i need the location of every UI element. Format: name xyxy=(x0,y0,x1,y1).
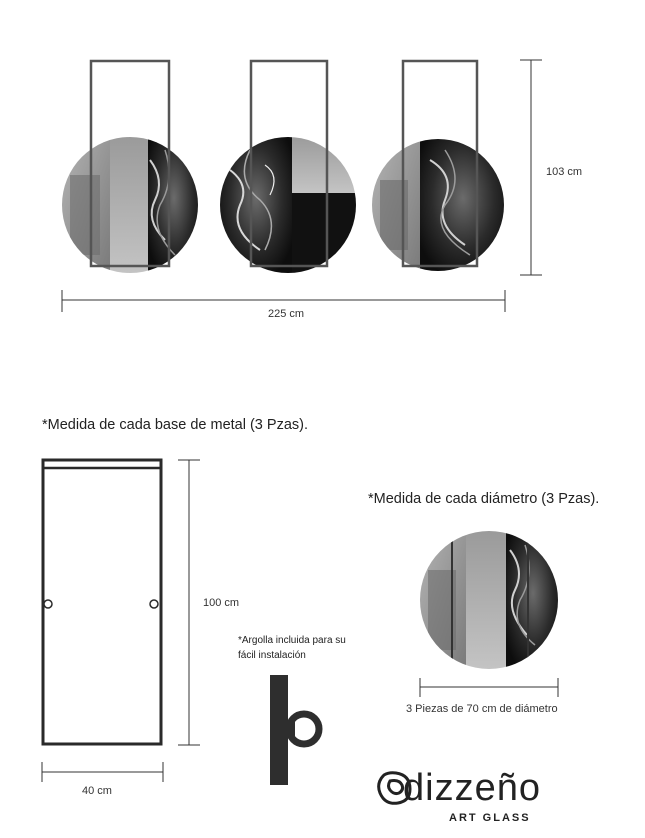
base-height-label: 100 cm xyxy=(203,597,240,609)
height-label: 103 cm xyxy=(546,166,583,178)
ring-hardware xyxy=(270,675,319,785)
ring-note xyxy=(238,633,346,663)
diameter-caption: 3 Piezas de 70 cm de diámetro xyxy=(406,703,558,715)
base-width-label: 40 cm xyxy=(82,785,112,797)
width-label: 225 cm xyxy=(268,308,305,320)
metal-base-frame xyxy=(43,460,161,744)
diameter-mirror xyxy=(418,530,560,670)
base-height-dimension-line xyxy=(178,460,200,745)
height-dimension-line xyxy=(520,60,542,275)
base-section-title: *Medida de cada base de metal (3 Pzas). xyxy=(42,417,308,433)
base-width-dimension-line xyxy=(42,762,163,782)
ring-note-line-2: fácil instalación xyxy=(238,650,306,661)
diameter-section-title: *Medida de cada diámetro (3 Pzas). xyxy=(368,491,600,507)
brand-tagline: ART GLASS xyxy=(449,812,531,824)
mirror-3 xyxy=(372,61,506,275)
diameter-dimension-line xyxy=(420,678,558,697)
mirror-1 xyxy=(60,61,200,275)
ring-note-line-1: *Argolla incluida para su xyxy=(238,635,346,646)
brand-name: dizzeño xyxy=(403,767,541,809)
mirror-2 xyxy=(220,61,356,275)
